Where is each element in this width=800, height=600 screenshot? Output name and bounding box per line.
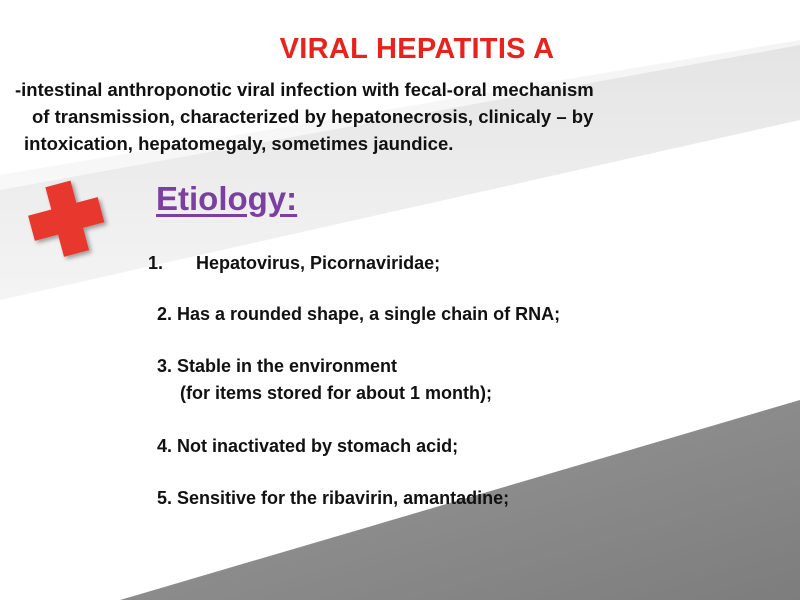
etiology-heading: Etiology: <box>156 180 298 217</box>
list-item-1-number: 1. <box>148 253 164 273</box>
list-item-4: 4. Not inactivated by stomach acid; <box>157 436 459 456</box>
list-item-2: 2. Has a rounded shape, a single chain of RNA; <box>157 304 561 324</box>
list-item-3-line-2: (for items stored for about 1 month); <box>180 383 492 403</box>
slide-title: VIRAL HEPATITIS A <box>279 33 555 65</box>
list-item-3-line-1: 3. Stable in the environment <box>157 356 398 376</box>
list-item-1-text: Hepatovirus, Picornaviridae; <box>196 253 441 273</box>
definition-line-2: of transmission, characterized by hepatonecrosis, clinicaly – by <box>32 106 594 127</box>
definition-line-3: intoxication, hepatomegaly, sometimes jaundice. <box>24 133 454 154</box>
definition-line-1: -intestinal anthroponotic viral infection with fecal-oral mechanism <box>15 79 594 100</box>
list-item-5: 5. Sensitive for the ribavirin, amantadine; <box>157 488 510 508</box>
